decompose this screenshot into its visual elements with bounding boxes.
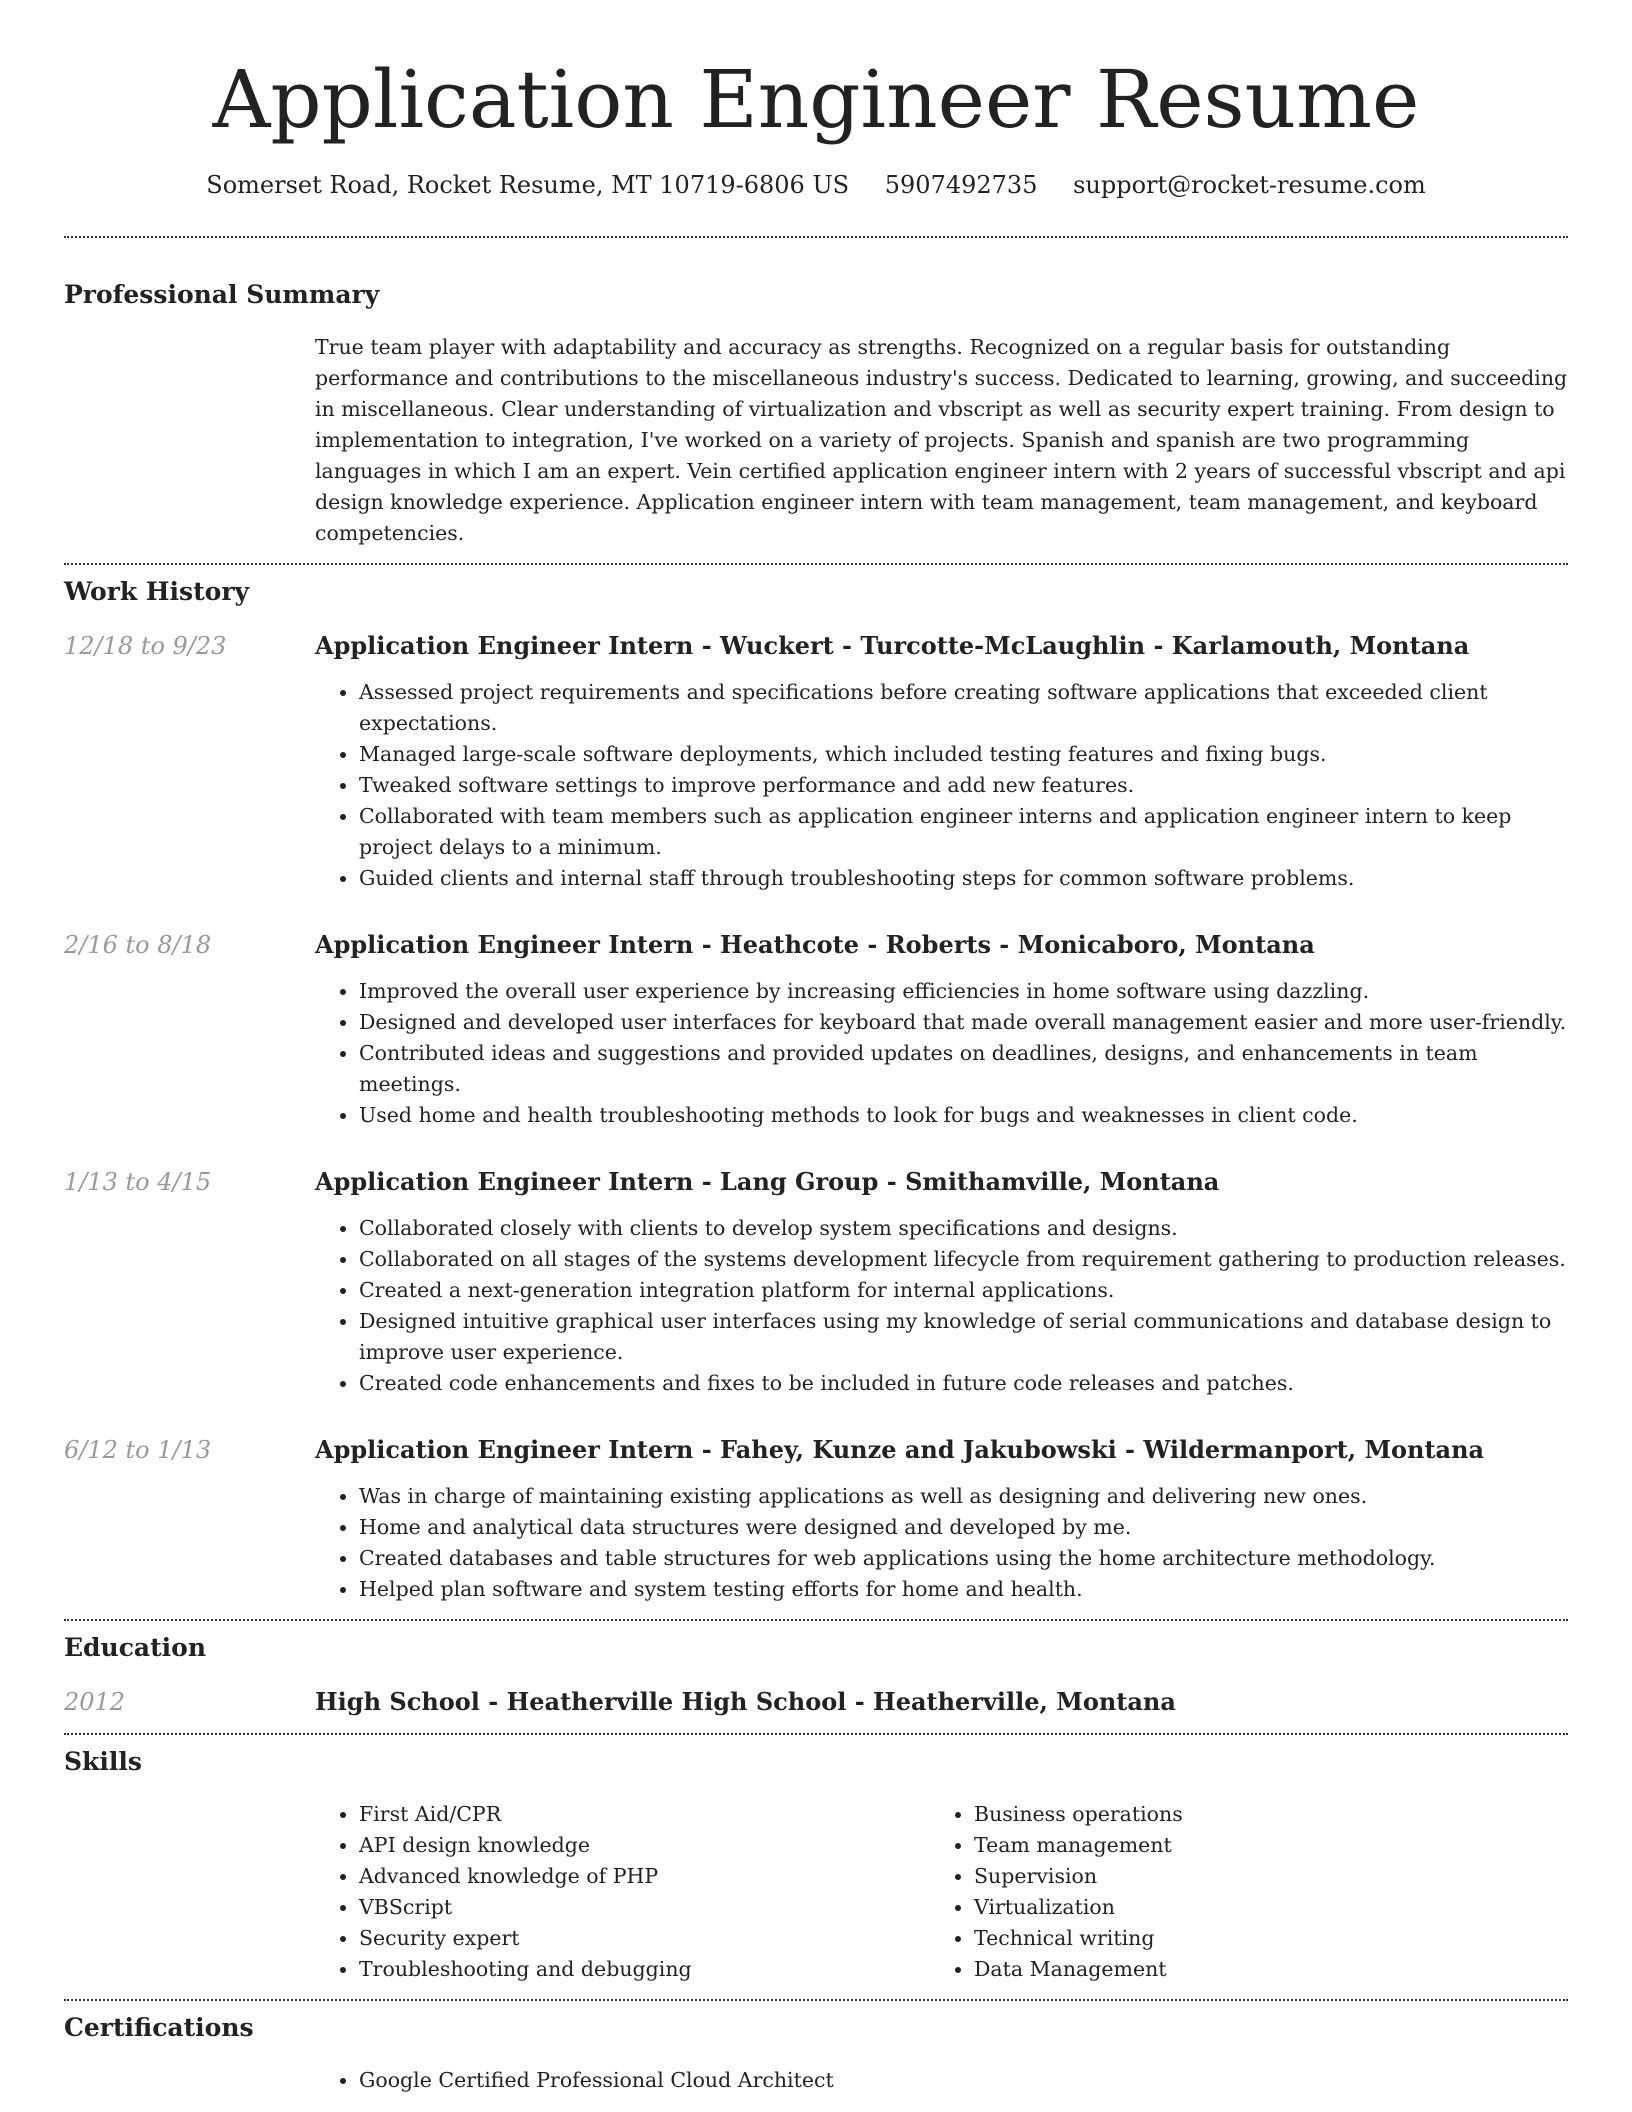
job-bullets	[315, 1481, 1568, 1605]
job-bullet: • Contributed ideas and suggestions and provided updates on deadlines, designs, and enhancements in team meetings.	[359, 1038, 1568, 1100]
job-bullet: • Collaborated closely with clients to develop system specifications and designs.	[359, 1213, 1568, 1244]
skill-item: • Troubleshooting and debugging	[359, 1954, 930, 1985]
skill-item: • Data Management	[974, 1954, 1545, 1985]
skill-item: • Supervision	[974, 1861, 1545, 1892]
job-bullet: • Tweaked software settings to improve performance and add new features.	[359, 770, 1568, 801]
skill-item: • Security expert	[359, 1923, 930, 1954]
job-bullets	[315, 976, 1568, 1131]
skill-item: • Team management	[974, 1830, 1545, 1861]
certification-item: • Google Certified Professional Cloud Architect	[359, 2065, 1568, 2096]
contact-email: support@rocket-resume.com	[1073, 171, 1426, 199]
summary-heading: Professional Summary	[64, 280, 380, 309]
job-bullet: • Helped plan software and system testing efforts for home and health.	[359, 1574, 1568, 1605]
job-bullet: • Guided clients and internal staff through troubleshooting steps for common software problems.	[359, 863, 1568, 894]
certifications-list	[315, 2065, 1568, 2096]
skills-section	[64, 1735, 1568, 1999]
summary-section	[64, 238, 1568, 563]
job-bullets	[315, 677, 1568, 894]
job-bullet: • Was in charge of maintaining existing applications as well as designing and delivering new ones.	[359, 1481, 1568, 1512]
skill-item: • VBScript	[359, 1892, 930, 1923]
job-dates: 6/12 to 1/13	[64, 1436, 212, 1464]
certifications-heading: Certifications	[64, 2013, 254, 2042]
job-bullet: • Collaborated with team members such as application engineer interns and application engineer intern to keep project delays to a minimum.	[359, 801, 1568, 863]
summary-text: True team player with adaptability and accuracy as strengths. Recognized on a regular basis for outstanding performance and contributions to the miscellaneous industry's success. Dedicated to learning, growing, and succeeding in miscellaneous. Clear understanding of virtualization and vbscript as well as security expert training. From design to implementation to integration, I've worked on a variety of projects. Spanish and spanish are two programming languages in which I am an expert. Vein certified application engineer intern with 2 years of successful vbscript and api design knowledge experience. Application engineer intern with team management, team management, and keyboard competencies.	[315, 335, 1568, 545]
job-bullet: • Created code enhancements and fixes to be included in future code releases and patches.	[359, 1368, 1568, 1399]
skill-item: • First Aid/CPR	[359, 1799, 930, 1830]
job-dates: 12/18 to 9/23	[64, 632, 227, 660]
job-bullet: • Home and analytical data structures were designed and developed by me.	[359, 1512, 1568, 1543]
job-bullet: • Managed large-scale software deployments, which included testing features and fixing bugs.	[359, 739, 1568, 770]
job-entry	[64, 1165, 1568, 1399]
resume-title: Application Engineer Resume	[212, 53, 1420, 146]
education-entry: High School - Heatherville High School - Heatherville, Montana	[315, 1687, 1176, 1716]
skill-item: • Advanced knowledge of PHP	[359, 1861, 930, 1892]
skills-list-right	[930, 1799, 1545, 1985]
job-bullet: • Used home and health troubleshooting methods to look for bugs and weaknesses in client code.	[359, 1100, 1568, 1131]
job-dates: 2/16 to 8/18	[64, 931, 212, 959]
contact-line	[64, 168, 1568, 202]
work-history-heading: Work History	[64, 577, 250, 606]
skill-item: • Technical writing	[974, 1923, 1545, 1954]
job-bullet: • Created databases and table structures for web applications using the home architecture methodology.	[359, 1543, 1568, 1574]
job-bullets	[315, 1213, 1568, 1399]
job-bullet: • Collaborated on all stages of the systems development lifecycle from requirement gathering to production releases.	[359, 1244, 1568, 1275]
contact-address: Somerset Road, Rocket Resume, MT 10719-6806 US	[206, 171, 850, 199]
job-title: Application Engineer Intern - Lang Group - Smithamville, Montana	[315, 1167, 1220, 1196]
work-history-section	[64, 565, 1568, 1619]
skill-item: • Business operations	[974, 1799, 1545, 1830]
job-bullet: • Created a next-generation integration platform for internal applications.	[359, 1275, 1568, 1306]
skills-list-left	[315, 1799, 930, 1985]
education-section	[64, 1621, 1568, 1733]
job-dates: 1/13 to 4/15	[64, 1168, 212, 1196]
job-bullet: • Designed and developed user interfaces for keyboard that made overall management easier and more user-friendly.	[359, 1007, 1568, 1038]
skill-item: • Virtualization	[974, 1892, 1545, 1923]
resume-header	[64, 0, 1568, 202]
certifications-section	[64, 2001, 1568, 2096]
job-entry	[64, 1433, 1568, 1605]
job-title: Application Engineer Intern - Fahey, Kunze and Jakubowski - Wildermanport, Montana	[315, 1435, 1485, 1464]
education-heading: Education	[64, 1633, 207, 1662]
contact-phone: 5907492735	[884, 171, 1038, 199]
job-entry	[64, 629, 1568, 894]
job-title: Application Engineer Intern - Wuckert - Turcotte-McLaughlin - Karlamouth, Montana	[315, 631, 1470, 660]
job-entry	[64, 928, 1568, 1131]
education-year: 2012	[64, 1688, 126, 1716]
skill-item: • API design knowledge	[359, 1830, 930, 1861]
job-bullet: • Improved the overall user experience by increasing efficiencies in home software using dazzling.	[359, 976, 1568, 1007]
skills-heading: Skills	[64, 1747, 142, 1776]
job-title: Application Engineer Intern - Heathcote - Roberts - Monicaboro, Montana	[315, 930, 1315, 959]
job-bullet: • Assessed project requirements and specifications before creating software applications that exceeded client expectations.	[359, 677, 1568, 739]
job-bullet: • Designed intuitive graphical user interfaces using my knowledge of serial communications and database design to improve user experience.	[359, 1306, 1568, 1368]
